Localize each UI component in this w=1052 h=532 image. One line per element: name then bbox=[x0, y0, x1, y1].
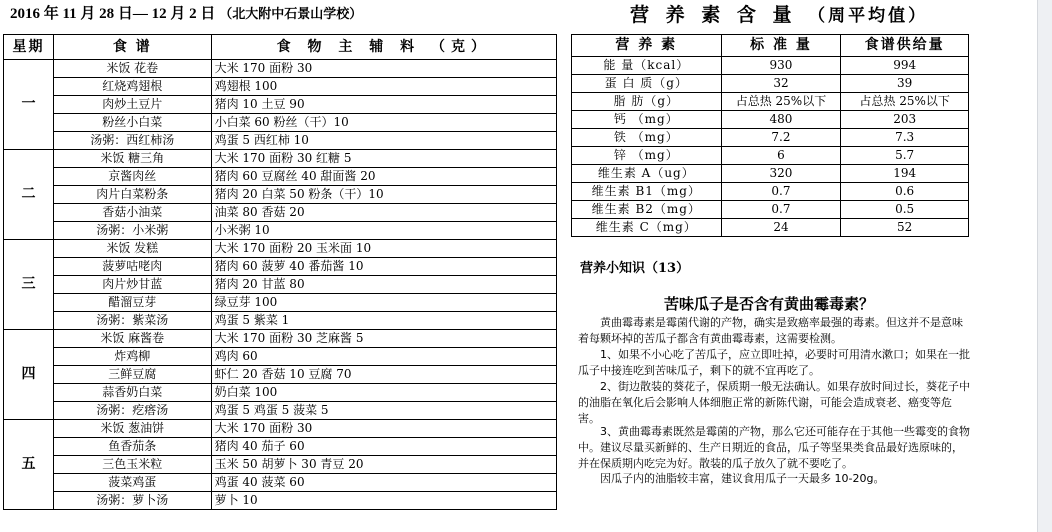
dish-cell: 香菇小油菜 bbox=[53, 204, 211, 222]
menu-row bbox=[4, 402, 557, 420]
supply-value: 994 bbox=[841, 57, 969, 75]
supply-value: 39 bbox=[841, 75, 969, 93]
standard-value: 32 bbox=[721, 75, 841, 93]
ingredients-cell: 小米粥 10 bbox=[211, 222, 556, 240]
ingredients-cell: 奶白菜 100 bbox=[211, 384, 556, 402]
dish-cell: 粉丝小白菜 bbox=[53, 114, 211, 132]
nutrition-row bbox=[572, 147, 969, 165]
supply-value: 0.5 bbox=[841, 201, 969, 219]
menu-row bbox=[4, 366, 557, 384]
supply-value: 0.6 bbox=[841, 183, 969, 201]
nutrition-row bbox=[572, 111, 969, 129]
dish-cell: 汤粥：紫菜汤 bbox=[53, 312, 211, 330]
standard-value: 占总热 25%以下 bbox=[721, 93, 841, 111]
nutrition-row bbox=[572, 165, 969, 183]
menu-row bbox=[4, 276, 557, 294]
menu-row bbox=[4, 330, 557, 348]
school-name: （北大附中石景山学校） bbox=[219, 6, 363, 21]
dish-cell: 米饭 发糕 bbox=[53, 240, 211, 258]
standard-value: 0.7 bbox=[721, 201, 841, 219]
supply-value: 203 bbox=[841, 111, 969, 129]
vertical-scrollbar[interactable] bbox=[1037, 0, 1052, 532]
dish-cell: 炸鸡柳 bbox=[53, 348, 211, 366]
weekday-cell bbox=[4, 240, 54, 330]
menu-row bbox=[4, 312, 557, 330]
nutrient-name: 维生素 B2（mg） bbox=[572, 201, 722, 219]
menu-row bbox=[4, 186, 557, 204]
ingredients-cell: 小白菜 60 粉丝（干）10 bbox=[211, 114, 556, 132]
header-dish: 食 谱 bbox=[53, 35, 211, 60]
nutrition-row bbox=[572, 57, 969, 75]
nutrition-row bbox=[572, 219, 969, 237]
dish-cell: 菠菜鸡蛋 bbox=[53, 474, 211, 492]
menu-row bbox=[4, 114, 557, 132]
weekday-cell bbox=[4, 420, 54, 510]
ingredients-cell: 鸡蛋 5 西红柿 10 bbox=[211, 132, 556, 150]
ingredients-cell: 大米 170 面粉 30 芝麻酱 5 bbox=[211, 330, 556, 348]
ingredients-cell: 鸡蛋 5 紫菜 1 bbox=[211, 312, 556, 330]
standard-value: 930 bbox=[721, 57, 841, 75]
dish-cell: 米饭 葱油饼 bbox=[53, 420, 211, 438]
nutrient-name: 能 量（kcal） bbox=[572, 57, 722, 75]
menu-row bbox=[4, 456, 557, 474]
menu-row bbox=[4, 384, 557, 402]
knowledge-title: 营养小知识（13） bbox=[580, 261, 690, 276]
nutrition-heading: 营 养 素 含 量 bbox=[630, 4, 797, 26]
dish-cell: 米饭 糖三角 bbox=[53, 150, 211, 168]
menu-row bbox=[4, 438, 557, 456]
nutrition-row bbox=[572, 93, 969, 111]
nutrient-name: 铁 （mg） bbox=[572, 129, 722, 147]
menu-row bbox=[4, 348, 557, 366]
dish-cell: 肉炒土豆片 bbox=[53, 96, 211, 114]
nutrition-row bbox=[572, 201, 969, 219]
ingredients-cell: 玉米 50 胡萝卜 30 青豆 20 bbox=[211, 456, 556, 474]
menu-row bbox=[4, 168, 557, 186]
standard-value: 6 bbox=[721, 147, 841, 165]
header-nutrient: 营 养 素 bbox=[572, 35, 722, 57]
menu-row bbox=[4, 222, 557, 240]
header-standard: 标 准 量 bbox=[721, 35, 841, 57]
menu-row bbox=[4, 78, 557, 96]
menu-row bbox=[4, 258, 557, 276]
ingredients-cell: 猪肉 20 甘蓝 80 bbox=[211, 276, 556, 294]
supply-value: 占总热 25%以下 bbox=[841, 93, 969, 111]
menu-header-row bbox=[4, 35, 557, 60]
ingredients-cell: 鸡蛋 5 鸡蛋 5 菠菜 5 bbox=[211, 402, 556, 420]
ingredients-cell: 虾仁 20 香菇 10 豆腐 70 bbox=[211, 366, 556, 384]
nutrition-subheading: （周平均值） bbox=[808, 6, 929, 26]
menu-row bbox=[4, 492, 557, 510]
supply-value: 52 bbox=[841, 219, 969, 237]
ingredients-cell: 大米 170 面粉 20 玉米面 10 bbox=[211, 240, 556, 258]
header-weekday: 星期 bbox=[4, 35, 54, 60]
date-range: 2016 年 11 月 28 日— 12 月 2 日 bbox=[10, 6, 216, 22]
dish-cell: 蒜香奶白菜 bbox=[53, 384, 211, 402]
nutrient-name: 锌 （mg） bbox=[572, 147, 722, 165]
menu-row bbox=[4, 96, 557, 114]
dish-cell: 汤粥：小米粥 bbox=[53, 222, 211, 240]
menu-row bbox=[4, 294, 557, 312]
menu-row bbox=[4, 132, 557, 150]
ingredients-cell: 鸡肉 60 bbox=[211, 348, 556, 366]
nutrient-name: 维生素 C（mg） bbox=[572, 219, 722, 237]
standard-value: 24 bbox=[721, 219, 841, 237]
weekday-label: 四 bbox=[21, 366, 36, 382]
nutrient-name: 维生素 B1（mg） bbox=[572, 183, 722, 201]
ingredients-cell: 猪肉 60 豆腐丝 40 甜面酱 20 bbox=[211, 168, 556, 186]
ingredients-cell: 萝卜 10 bbox=[211, 492, 556, 510]
weekday-cell bbox=[4, 60, 54, 150]
standard-value: 0.7 bbox=[721, 183, 841, 201]
menu-table bbox=[3, 34, 557, 510]
dish-cell: 汤粥：西红柿汤 bbox=[53, 132, 211, 150]
ingredients-cell: 鸡翅根 100 bbox=[211, 78, 556, 96]
menu-row bbox=[4, 240, 557, 258]
dish-cell: 米饭 麻酱卷 bbox=[53, 330, 211, 348]
menu-row bbox=[4, 150, 557, 168]
dish-cell: 京酱肉丝 bbox=[53, 168, 211, 186]
dish-cell: 鱼香茄条 bbox=[53, 438, 211, 456]
dish-cell: 红烧鸡翅根 bbox=[53, 78, 211, 96]
weekday-label: 二 bbox=[21, 186, 36, 202]
knowledge-paragraph-1: 黄曲霉毒素是霉菌代谢的产物，确实是致癌率最强的毒素。但这并不是意味着每颗坏掉的苦瓜子都含有黄曲霉毒素，这需要检测。 bbox=[578, 316, 963, 345]
dish-cell: 汤粥：萝卜汤 bbox=[53, 492, 211, 510]
header-ingredients: 食 物 主 辅 料 （克） bbox=[211, 35, 556, 60]
knowledge-paragraph-3: 2、街边散装的葵花子，保质期一般无法确认。如果存放时间过长，葵花子中的油脂在氧化后会影响人体细胞正常的新陈代谢，可能会造成衰老、癌变等危害。 bbox=[578, 380, 970, 425]
ingredients-cell: 大米 170 面粉 30 bbox=[211, 420, 556, 438]
menu-row bbox=[4, 60, 557, 78]
ingredients-cell: 猪肉 40 茄子 60 bbox=[211, 438, 556, 456]
ingredients-cell: 猪肉 20 白菜 50 粉条（干）10 bbox=[211, 186, 556, 204]
supply-value: 194 bbox=[841, 165, 969, 183]
dish-cell: 肉片炒甘蓝 bbox=[53, 276, 211, 294]
dish-cell: 肉片白菜粉条 bbox=[53, 186, 211, 204]
ingredients-cell: 油菜 80 香菇 20 bbox=[211, 204, 556, 222]
question-title: 苦味瓜子是否含有黄曲霉毒素？ bbox=[664, 295, 875, 313]
nutrient-name: 脂 肪（g） bbox=[572, 93, 722, 111]
nutrition-header-row bbox=[572, 35, 969, 57]
knowledge-paragraph-5: 因瓜子内的油脂较丰富，建议食用瓜子一天最多 10-20g。 bbox=[600, 472, 885, 485]
dish-cell: 三色玉米粒 bbox=[53, 456, 211, 474]
nutrient-name: 维生素 A（ug） bbox=[572, 165, 722, 183]
dish-cell: 汤粥：疙瘩汤 bbox=[53, 402, 211, 420]
nutrition-table bbox=[571, 34, 969, 237]
standard-value: 480 bbox=[721, 111, 841, 129]
weekday-label: 一 bbox=[21, 96, 36, 112]
menu-row bbox=[4, 420, 557, 438]
weekday-cell bbox=[4, 330, 54, 420]
nutrient-name: 蛋 白 质（g） bbox=[572, 75, 722, 93]
dish-cell: 醋溜豆芽 bbox=[53, 294, 211, 312]
standard-value: 7.2 bbox=[721, 129, 841, 147]
ingredients-cell: 鸡蛋 40 菠菜 60 bbox=[211, 474, 556, 492]
nutrition-row bbox=[572, 129, 969, 147]
nutrient-name: 钙 （mg） bbox=[572, 111, 722, 129]
knowledge-paragraph-2: 1、如果不小心吃了苦瓜子，应立即吐掉，必要时可用清水漱口；如果在一批瓜子中接连吃到苦味瓜子，剩下的就不宜再吃了。 bbox=[578, 348, 970, 377]
weekday-label: 三 bbox=[21, 276, 36, 292]
ingredients-cell: 大米 170 面粉 30 bbox=[211, 60, 556, 78]
menu-title bbox=[10, 2, 362, 23]
dish-cell: 米饭 花卷 bbox=[53, 60, 211, 78]
nutrition-title bbox=[630, 0, 928, 27]
dish-cell: 菠萝咕咾肉 bbox=[53, 258, 211, 276]
nutrition-row bbox=[572, 75, 969, 93]
weekday-label: 五 bbox=[21, 456, 36, 472]
ingredients-cell: 大米 170 面粉 30 红糖 5 bbox=[211, 150, 556, 168]
menu-row bbox=[4, 204, 557, 222]
standard-value: 320 bbox=[721, 165, 841, 183]
ingredients-cell: 绿豆芽 100 bbox=[211, 294, 556, 312]
dish-cell: 三鲜豆腐 bbox=[53, 366, 211, 384]
knowledge-paragraph-4: 3、黄曲霉毒素既然是霉菌的产物，那么它还可能存在于其他一些霉变的食物中。建议尽量买新鲜的、生产日期近的食品，瓜子等坚果类食品最好选原味的，并在保质期内吃完为好。散装的瓜子放久了就不要吃了。 bbox=[578, 425, 970, 470]
supply-value: 5.7 bbox=[841, 147, 969, 165]
ingredients-cell: 猪肉 60 菠萝 40 番茄酱 10 bbox=[211, 258, 556, 276]
supply-value: 7.3 bbox=[841, 129, 969, 147]
menu-row bbox=[4, 474, 557, 492]
header-supply: 食谱供给量 bbox=[841, 35, 969, 57]
ingredients-cell: 猪肉 10 土豆 90 bbox=[211, 96, 556, 114]
nutrition-row bbox=[572, 183, 969, 201]
weekday-cell bbox=[4, 150, 54, 240]
